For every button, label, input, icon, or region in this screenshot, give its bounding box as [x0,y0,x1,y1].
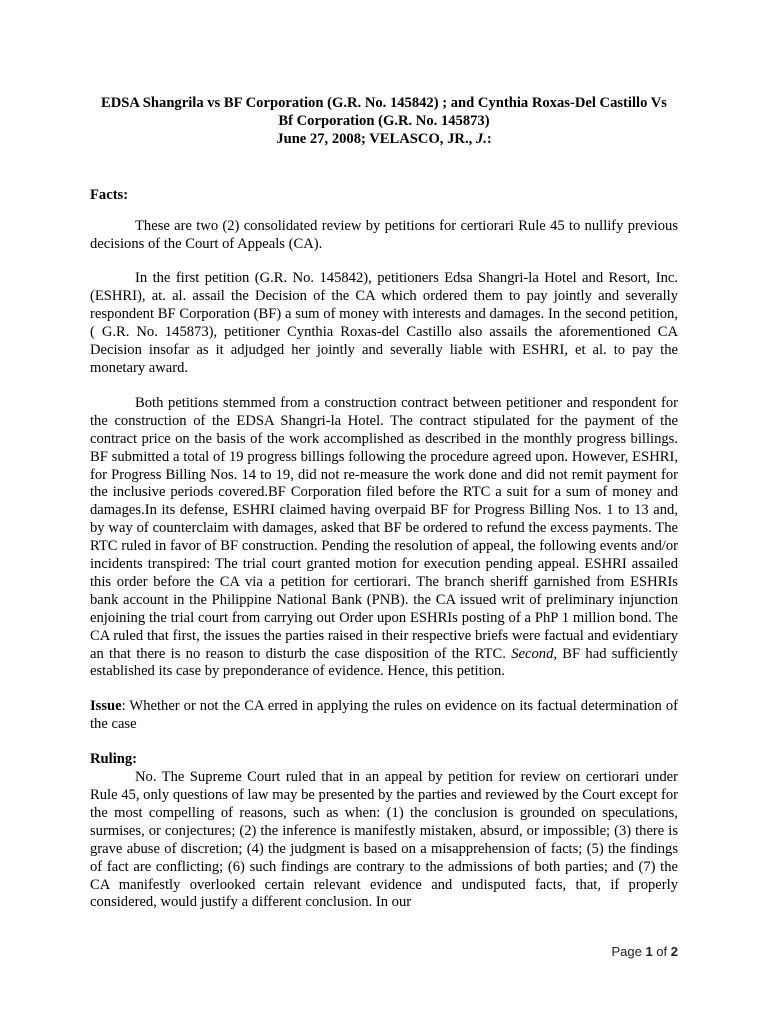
facts-paragraph-2: In the first petition (G.R. No. 145842), petitioners Edsa Shangri-la Hotel and Resort, Inc. (ESHRI), at. al. assail the Decision of the CA which ordered them to pay jointly and severally respondent BF Corporation (BF) a sum of money with interests and damages. In the second petition, ( G.R. No. 145873), petitioner Cynthia Roxas-del Castillo also assails the aforementioned CA Decision insofar as it adjudged her jointly and severally liable with ESHRI, et al. to pay the monetary award. [90,270,678,376]
case-date-line [90,131,678,149]
page-number [611,943,678,961]
page-current: 1 [645,944,653,959]
case-title-line-1: EDSA Shangrila vs BF Corporation (G.R. No. 145842) ; and Cynthia Roxas-Del Castillo Vs [101,95,667,111]
ruling-heading: Ruling: [90,751,138,768]
facts-heading: Facts: [90,186,129,203]
facts-paragraph-3-second: Second [511,645,554,662]
case-title-line-2: Bf Corporation (G.R. No. 145873) [278,112,490,129]
facts-paragraph-3 [90,395,678,682]
issue-paragraph [90,698,678,734]
issue-text: : Whether or not the CA erred in applying the rules on evidence on its factual determination of the case [90,698,678,733]
facts-paragraph-1: These are two (2) consolidated review by petitions for certiorari Rule 45 to nullify previous decisions of the Court of Appeals (CA). [90,217,678,252]
ruling-paragraph-1: No. The Supreme Court ruled that in an appeal by petition for review on certiorari under Rule 45, only questions of law may be presented by the parties and reviewed by the Court except for the most compelling of reasons, such as when: (1) the conclusion is grounded on speculations, surmises, or conjectures; (2) the inference is manifestly mistaken, absurd, or impossible; (3) there is grave abuse of discretion; (4) the judgment is based on a misapprehension of facts; (5) the findings of fact are conflicting; (6) such findings are contrary to the admissions of both parties; and (7) the CA manifestly overlooked certain relevant evidence and undisputed facts, that, if properly considered, would justify a different conclusion. In our [90,769,678,911]
justice-abbrev: J. [475,130,487,147]
page-of: of [652,944,671,959]
issue-label: Issue [90,698,122,715]
facts-paragraph-3-part-b: , BF had sufficiently established its case by preponderance of evidence. Hence, this petition. [90,645,678,680]
page-total: 2 [670,944,678,959]
case-date-ponente: June 27, 2008; VELASCO, JR., [276,130,476,147]
case-date-colon: : [486,130,492,147]
document-body [90,95,678,912]
facts-paragraph-3-part-a: Both petitions stemmed from a construction contract between petitioner and respondent for the construction of the EDSA Shangri-la Hotel. The contract stipulated for the payment of the contract price on the basis of the work accomplished as described in the monthly progress billings. BF submitted a total of 19 progress billings following the procedure agreed upon. However, ESHRI, for Progress Billing Nos. 14 to 19, did not re-measure the work done and did not remit payment for the inclusive periods covered.BF Corporation filed before the RTC a suit for a sum of money and damages.In its defense, ESHRI claimed having overpaid BF for Progress Billing Nos. 1 to 13 and, by way of counterclaim with damages, asked that BF be ordered to refund the excess payments. The RTC ruled in favor of BF construction. Pending the resolution of appeal, the following events and/or incidents transpired: The trial court granted motion for execution pending appeal. ESHRI assailed this order before the CA via a petition for certiorari. The branch sheriff garnished from ESHRIs bank account in the Philippine National Bank (PNB). the CA issued writ of preliminary injunction enjoining the trial court from carrying out Order upon ESHRIs posting of a PhP 1 million bond. The CA ruled that first, the issues the parties raised in their respective briefs were factual and evidentiary an that there is no reason to disturb the case disposition of the RTC. [90,394,678,662]
page-label: Page [611,944,646,959]
